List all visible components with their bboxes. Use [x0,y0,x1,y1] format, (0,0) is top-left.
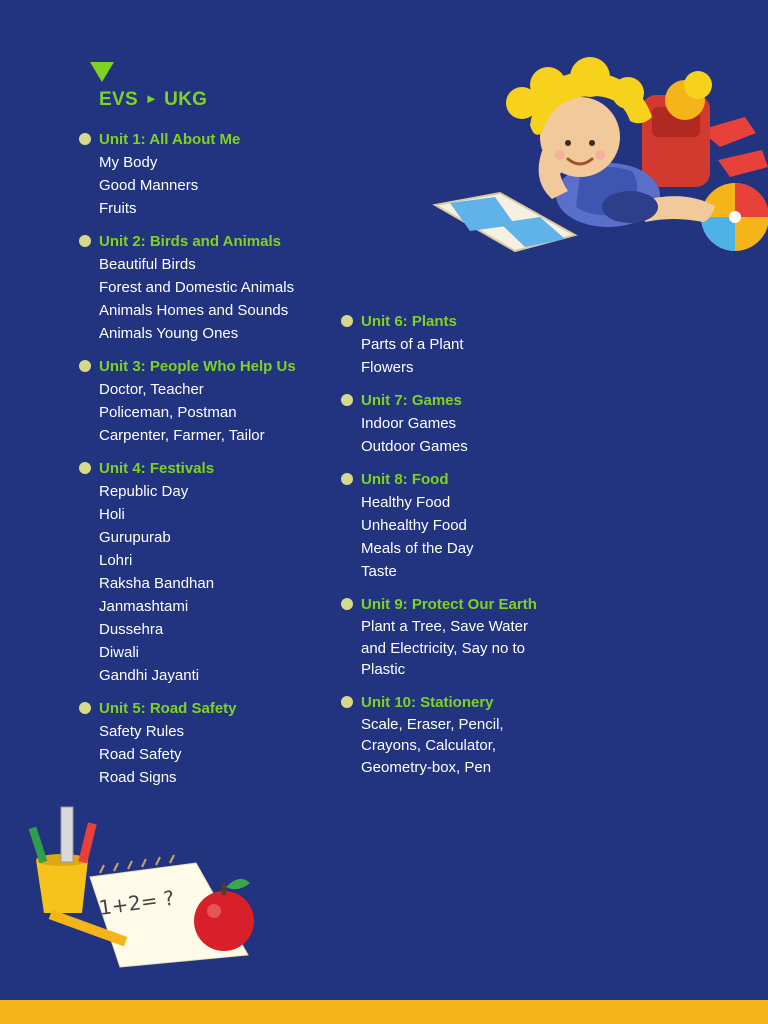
unit-title-text: Unit 4: Festivals [99,460,215,477]
left-column [99,128,339,799]
topic: Taste [361,563,397,580]
topic: Meals of the Day [361,540,474,557]
unit-7 [361,389,591,458]
unit-title [361,310,591,333]
topic: Healthy Food [361,494,451,511]
topic: Beautiful Birds [99,256,196,273]
topic: Raksha Bandhan [99,575,215,592]
unit-title-text: Unit 1: All About Me [99,131,241,148]
bullet-icon [341,696,353,708]
unit-title [99,697,339,720]
unit-title [99,128,339,151]
level-label: UKG [164,89,208,110]
topic: Flowers [361,359,414,376]
topic: Parts of a Plant [361,336,464,353]
unit-1 [99,128,339,220]
topic: Gurupurab [99,529,171,546]
unit-title [361,468,591,491]
bullet-icon [79,360,91,372]
bullet-icon [79,462,91,474]
child-reading-book-icon [430,55,768,265]
unit-6 [361,310,591,379]
topic: Animals Homes and Sounds [99,302,289,319]
topic: Carpenter, Farmer, Tailor [99,427,265,444]
unit-10 [361,691,591,779]
unit-title [99,230,339,253]
heading-marker-icon [90,62,114,82]
unit-title [99,457,339,480]
topic: Doctor, Teacher [99,381,204,398]
topic: Janmashtami [99,598,189,615]
topic: Safety Rules [99,723,185,740]
unit-2 [99,230,339,345]
topic: Diwali [99,644,140,661]
bullet-icon [79,235,91,247]
math-note-text: 1+2= ? [97,885,176,920]
unit-title-text: Unit 2: Birds and Animals [99,233,281,250]
unit-title [361,691,591,714]
unit-3 [99,355,339,447]
topic: Dussehra [99,621,164,638]
unit-title [361,389,591,412]
topic: Holi [99,506,125,523]
stationery-and-apple-icon [28,805,263,975]
topic: My Body [99,154,158,171]
unit-8 [361,468,591,583]
bullet-icon [79,133,91,145]
footer-bar [0,1000,768,1024]
topic: Road Safety [99,746,182,763]
unit-title [361,593,591,616]
topic: Unhealthy Food [361,517,467,534]
unit-title-text: Unit 6: Plants [361,313,457,330]
unit-title-text: Unit 5: Road Safety [99,700,237,717]
bullet-icon [79,702,91,714]
unit-9 [361,593,591,681]
topic: Good Manners [99,177,199,194]
unit-title-text: Unit 3: People Who Help Us [99,358,296,375]
topic: Animals Young Ones [99,325,239,342]
bullet-icon [341,473,353,485]
bullet-icon [341,598,353,610]
bullet-icon [341,394,353,406]
unit-5 [99,697,339,789]
unit-4 [99,457,339,687]
unit-title-text: Unit 7: Games [361,392,462,409]
unit-title-text: Unit 8: Food [361,471,449,488]
unit-title-text: Unit 9: Protect Our Earth [361,596,537,613]
topic: Republic Day [99,483,189,500]
topic: Scale, Eraser, Pencil, Crayons, Calculator, Geometry-box, Pen [361,715,504,776]
topic: Road Signs [99,769,177,786]
unit-title-text: Unit 10: Stationery [361,693,494,711]
breadcrumb-arrow-icon: ► [144,91,159,106]
topic: Outdoor Games [361,438,468,455]
topic: Fruits [99,200,137,217]
topic: Policeman, Postman [99,404,237,421]
topic: Lohri [99,552,133,569]
page-heading [99,89,207,111]
topic: Indoor Games [361,415,457,432]
topic: Forest and Domestic Animals [99,279,295,296]
topic: Gandhi Jayanti [99,667,200,684]
right-column [361,310,591,788]
bullet-icon [341,315,353,327]
topic: Plant a Tree, Save Water and Electricity, Say no to Plastic [361,618,529,678]
subject-label: EVS [99,89,138,110]
unit-title [99,355,339,378]
